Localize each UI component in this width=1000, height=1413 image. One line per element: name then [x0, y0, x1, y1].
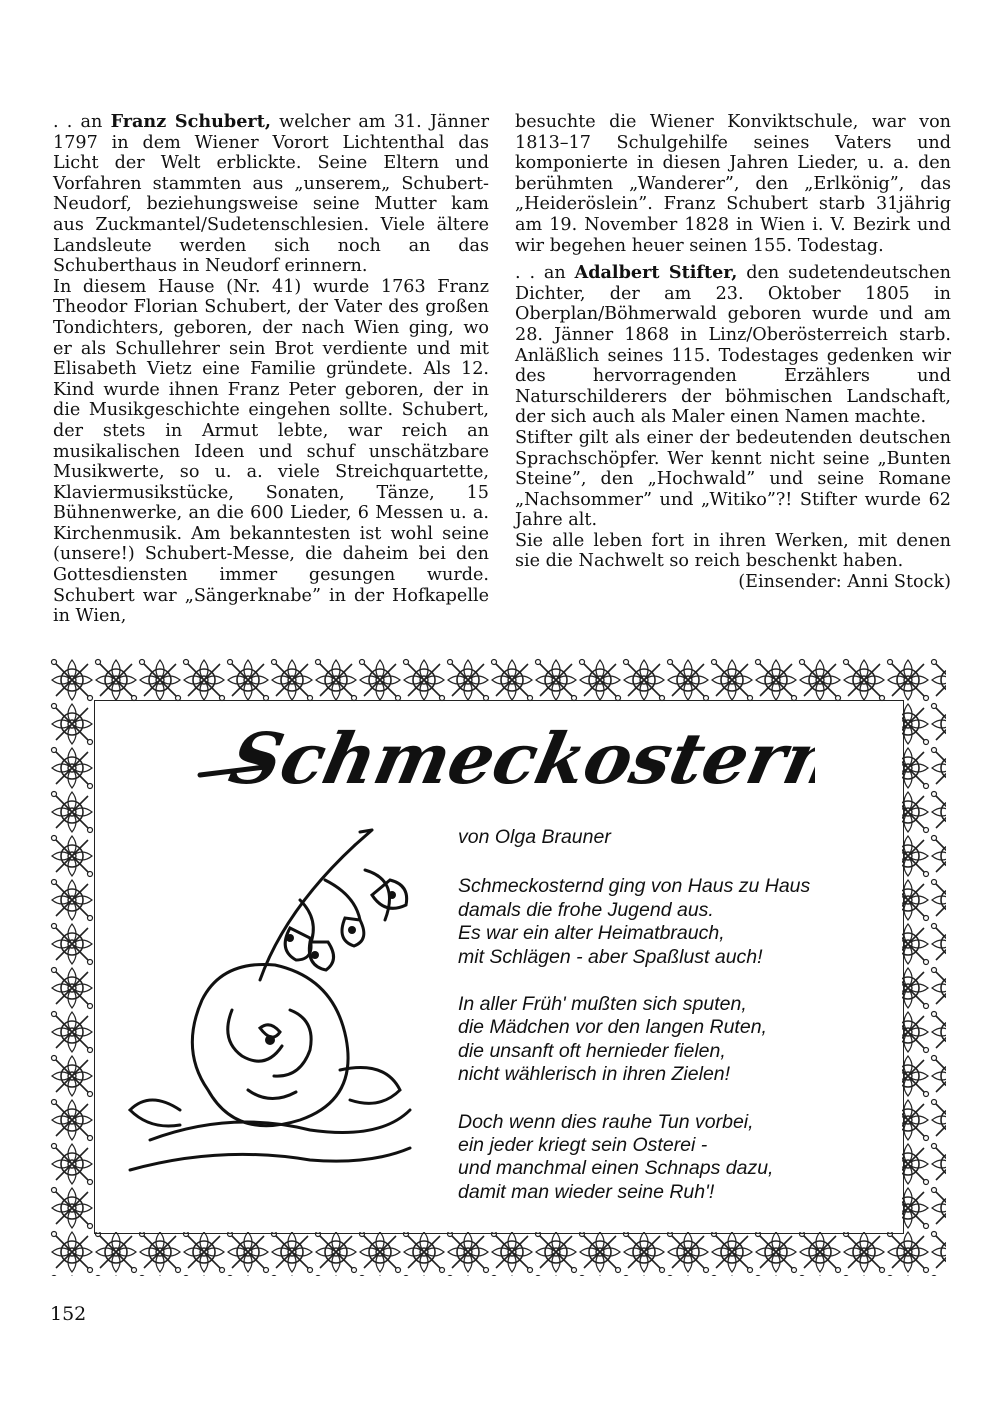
poem-line: damit man wieder seine Ruh'!: [458, 1180, 715, 1203]
poem-line: nicht wählerisch in ihren Zielen!: [458, 1063, 731, 1086]
flower-illustration-icon: [110, 810, 430, 1190]
poem-line: In aller Früh' mußten sich sputen,: [458, 993, 747, 1016]
poem-line: Es war ein alter Heimatbrauch,: [458, 922, 725, 945]
page-number: 152: [50, 1303, 87, 1325]
paragraph-lead: . . an: [515, 263, 575, 284]
paragraph-schubert-continued: besuchte die Wiener Konviktschule, war von 1813–17 Schulgehilfe seines Vaters und komponierte in diesen Jahren Lieder, u. a. den berühmten „Wanderer”, den „Erlkönig”, das „Heideröslein”. Franz Schubert starb 31jährig am 19. November 1828 in Wien i. V. Bezirk und wir begehen heuer seinen 155. Todestag.: [515, 112, 951, 256]
poem-author: von Olga Brauner: [458, 826, 611, 848]
paragraph-text: welcher am 31. Jänner 1797 in dem Wiener Vorort Lichtenthal das Licht der Welt erblickte. Seine Eltern und Vorfahren stammten aus „unserem„ Schubert-Neudorf, beziehungsweise seine Mutter kam aus Zuckmantel/Sudetenschlesien. Viele ältere Landsleute werden sich noch an das Schuberthaus in Neudorf erinnern.: [53, 112, 489, 277]
paragraph-schubert-intro: [53, 112, 489, 277]
poem-line: Schmeckosternd ging von Haus zu Haus: [458, 875, 811, 898]
paragraph-schubert-house: In diesem Hause (Nr. 41) wurde 1763 Franz Theodor Florian Schubert, der Vater des großen Tondichters, geboren, der nach Wien ging, wo er als Schullehrer sein Brot verdiente und mit Elisabeth Vietz eine Familie gründete. Als 12. Kind wurde ihnen Franz Peter geboren, der in die Musikgeschichte eingehen sollte. Schubert, der stets in Armut lebte, war reich an musikalischen Ideen und schuf unschätzbare Musikwerte, so u. a. viele Streichquartette, Klaviermusikstücke, Sonaten, Tänze, 15 Bühnenwerke, an die 600 Lieder, 6 Messen u. a. Kirchenmusik. Am bekanntesten ist wohl seine (unsere!) Schubert-Messe, die daheim bei den Gottesdiensten immer gesungen wurde. Schubert war „Sängerknabe” in der Hofkapelle in Wien,: [53, 276, 489, 627]
poem-line: die Mädchen vor den langen Ruten,: [458, 1016, 767, 1039]
poem-stanza-3: [458, 1111, 810, 1205]
paragraph-closing: Sie alle leben fort in ihren Werken, mit denen sie die Nachwelt so reich beschenkt haben.: [515, 530, 951, 572]
poem-line: mit Schlägen - aber Spaßlust auch!: [458, 945, 763, 968]
poem-line: Doch wenn dies rauhe Tun vorbei,: [458, 1110, 754, 1133]
paragraph-stifter-intro: [515, 263, 951, 428]
paragraph-stifter-works: Stifter gilt als einer der bedeutenden deutschen Sprachschöpfer. Wer kennt nicht seine „Bunten Steine”, den „Hochwald” und seine Romane „Nachsommer” und „Witiko”?! Stifter wurde 62 Jahre alt.: [515, 427, 951, 531]
poem: [458, 826, 810, 1228]
poem-line: und manchmal einen Schnaps dazu,: [458, 1157, 774, 1180]
name-adalbert-stifter: Adalbert Stifter,: [574, 262, 738, 284]
poem-title-text: Schmeckostern: [222, 717, 815, 800]
poem-line: damals die frohe Jugend aus.: [458, 898, 714, 921]
poem-line: ein jeder kriegt sein Osterei -: [458, 1134, 708, 1157]
paragraph-lead: . . an: [53, 112, 111, 132]
poem-title: [195, 705, 815, 815]
name-franz-schubert: Franz Schubert,: [110, 111, 271, 132]
poem-stanza-2: [458, 993, 810, 1087]
article-column-left: [53, 112, 489, 627]
poem-stanza-1: [458, 875, 810, 969]
paragraph-text: den sudetendeutschen Dichter, der am 23. Oktober 1805 in Oberplan/Böhmerwald geboren wurde und am 28. Jänner 1868 in Linz/Oberösterreich starb. Anläßlich seines 115. Todestages gedenken wir des hervorragenden Erzählers und Naturschilderers der böhmischen Landschaft, der sich auch als Maler einen Namen machte.: [515, 263, 951, 428]
article-column-right: [515, 112, 951, 593]
poem-line: die unsanft oft hernieder fielen,: [458, 1039, 726, 1062]
signature: (Einsender: Anni Stock): [738, 572, 951, 593]
